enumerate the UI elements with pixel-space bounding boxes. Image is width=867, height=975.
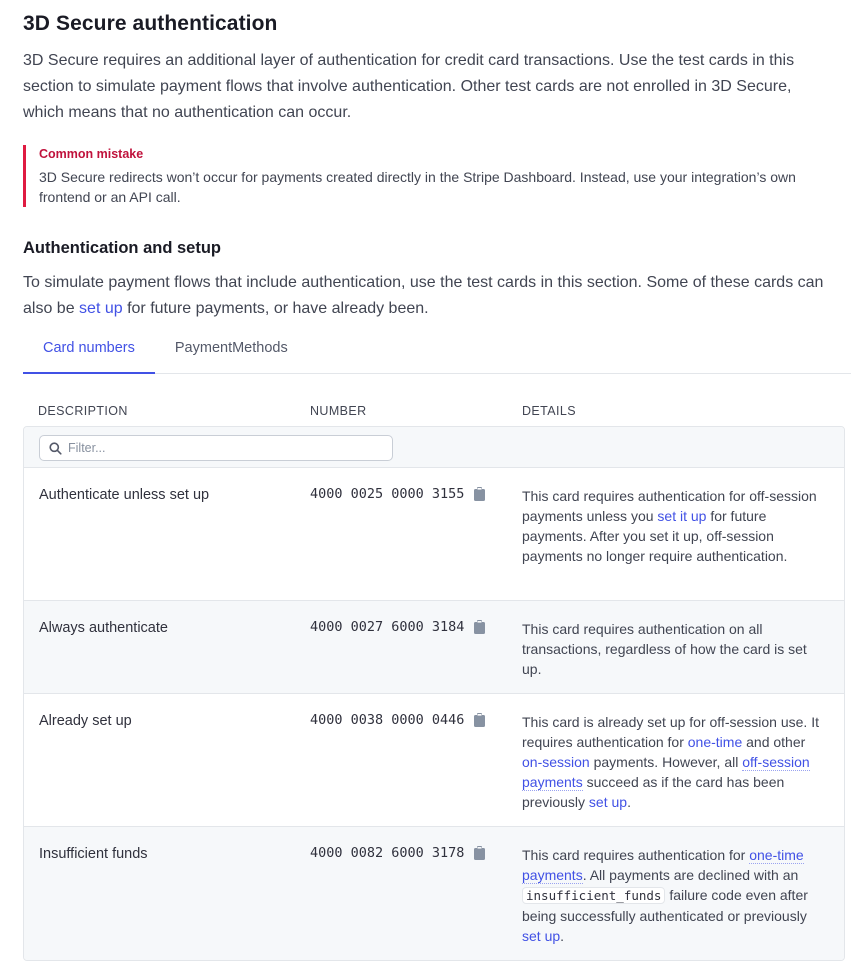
set-up-link[interactable]: set up bbox=[588, 794, 628, 810]
table-row bbox=[24, 827, 844, 960]
subsection-paragraph bbox=[23, 270, 853, 322]
details-text: This card requires authentication for off-session payments unless you bbox=[522, 488, 817, 524]
table-row bbox=[24, 468, 844, 601]
common-mistake-callout bbox=[23, 145, 835, 207]
tab-paymentmethods[interactable]: PaymentMethods bbox=[174, 340, 288, 356]
clipboard-icon[interactable] bbox=[474, 713, 485, 727]
one-time-payments-link[interactable]: one-time payments bbox=[522, 847, 804, 883]
row-description: Always authenticate bbox=[39, 620, 168, 636]
details-text: . bbox=[560, 928, 565, 944]
card-number-text[interactable]: 4000 0038 0000 0446 bbox=[310, 712, 465, 728]
on-session-link[interactable]: on-session bbox=[522, 754, 590, 770]
column-header-number: NUMBER bbox=[310, 404, 367, 418]
card-number bbox=[310, 619, 485, 635]
filter-row bbox=[24, 427, 844, 468]
card-number bbox=[310, 712, 485, 728]
row-details bbox=[522, 486, 827, 566]
section-intro: 3D Secure requires an additional layer of authentication for credit card transactions. Use the test cards in this section to simulate payment flows that involve authentication. Other test cards are not enrolled in 3D Secure, which means that no authentication can occur. bbox=[23, 52, 795, 121]
set-up-link[interactable]: set up bbox=[522, 928, 561, 944]
card-number bbox=[310, 845, 485, 861]
row-details: This card requires authentication on all transactions, regardless of how the card is set up. bbox=[522, 621, 807, 677]
test-cards-table bbox=[23, 426, 845, 961]
details-text: . bbox=[627, 794, 631, 810]
table-row bbox=[24, 694, 844, 827]
details-text: . All payments are declined with an bbox=[582, 867, 799, 883]
subsection-title: Authentication and setup bbox=[23, 239, 221, 257]
para-text-after: for future payments, or have already been. bbox=[122, 300, 429, 317]
details-text: failure code even after being successfully authenticated or previously bbox=[522, 887, 808, 924]
set-up-link[interactable]: set up bbox=[79, 300, 123, 317]
details-text: payments. However, all bbox=[589, 754, 743, 770]
row-description: Insufficient funds bbox=[39, 846, 148, 862]
column-header-description: DESCRIPTION bbox=[38, 404, 128, 418]
row-description: Authenticate unless set up bbox=[39, 487, 210, 503]
row-description: Already set up bbox=[39, 713, 132, 729]
callout-body: 3D Secure redirects won’t occur for payments created directly in the Stripe Dashboard. Instead, use your integration’s own frontend or an API call. bbox=[39, 169, 796, 205]
card-number-text[interactable]: 4000 0082 6000 3178 bbox=[310, 845, 465, 861]
card-number-text[interactable]: 4000 0025 0000 3155 bbox=[310, 486, 465, 502]
set-it-up-link[interactable]: set it up bbox=[657, 508, 707, 524]
details-text: and other bbox=[742, 734, 806, 750]
details-text: succeed as if the card has been previously bbox=[522, 774, 785, 810]
table-header bbox=[23, 402, 845, 424]
filter-box[interactable] bbox=[39, 435, 393, 461]
details-text: for future payments. After you set it up, off-session payments no longer require authentication. bbox=[522, 508, 788, 564]
clipboard-icon[interactable] bbox=[474, 620, 485, 634]
table-row bbox=[24, 601, 844, 694]
clipboard-icon[interactable] bbox=[474, 846, 485, 860]
card-number bbox=[310, 486, 485, 502]
details-text: This card is already set up for off-session use. It requires authentication for bbox=[522, 714, 819, 750]
tab-card-numbers[interactable]: Card numbers bbox=[23, 333, 155, 374]
clipboard-icon[interactable] bbox=[474, 487, 485, 501]
card-number-text[interactable]: 4000 0027 6000 3184 bbox=[310, 619, 465, 635]
para-text-before: To simulate payment flows that include authentication, use the test cards in this section. Some of these cards can also be bbox=[23, 274, 824, 317]
card-tabs bbox=[23, 333, 851, 374]
details-text: This card requires authentication for bbox=[522, 847, 750, 863]
search-icon bbox=[49, 442, 62, 455]
off-session-payments-link[interactable]: off-session payments bbox=[522, 754, 810, 790]
row-details bbox=[522, 845, 827, 946]
one-time-link[interactable]: one-time bbox=[687, 734, 743, 750]
filter-input[interactable] bbox=[68, 441, 368, 455]
callout-title: Common mistake bbox=[39, 147, 144, 161]
section-title: 3D Secure authentication bbox=[23, 12, 278, 35]
error-code: insufficient_funds bbox=[522, 887, 665, 904]
row-details bbox=[522, 712, 827, 812]
column-header-details: DETAILS bbox=[522, 404, 576, 418]
